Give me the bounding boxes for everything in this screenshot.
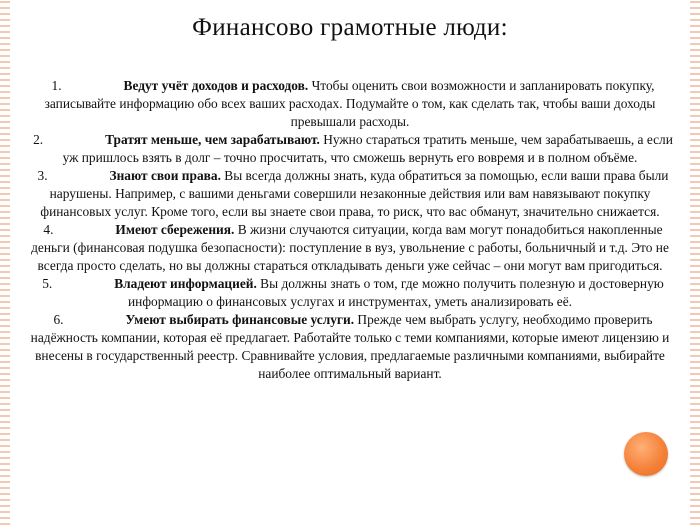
item-heading: Имеют сбережения. [115, 222, 235, 237]
item-heading: Знают свои права. [109, 168, 221, 183]
item-text: Вы всегда должны знать, куда обратиться за помощью, если ваши права были нарушены. Например, с вашими деньгами совершили незаконные действия или вам навязывают покупку финансовых услуг. Кроме того, если вы знаете свои права, то риск, что вас обманут, значительно снижается. [40, 168, 669, 219]
right-decorative-border [690, 0, 700, 525]
item-number: 3. [37, 168, 48, 183]
list-item [25, 311, 675, 383]
left-decorative-border [0, 0, 10, 525]
item-text: Прежде чем выбрать услугу, необходимо проверить надёжность компании, которая её предлагает. Работайте только с теми компаниями, которые имеют лицензию и внесены в государственный реестр. Сравнивайте условия, предлагаемые различными компаниями, выбирайте наиболее оптимальный вариант. [30, 312, 670, 381]
item-text: Чтобы оценить свои возможности и запланировать покупку, записывайте информацию обо всех ваших расходах. Подумайте о том, как сделать так, чтобы ваши доходы превышали расходы. [44, 78, 656, 129]
item-number: 1. [51, 78, 62, 93]
list-item [25, 131, 675, 167]
slide-body [25, 77, 675, 383]
item-text: Вы должны знать о том, где можно получить полезную и достоверную информацию о финансовых услугах и инструментах, уметь анализировать её. [127, 276, 664, 309]
item-heading: Умеют выбирать финансовые услуги. [125, 312, 355, 327]
item-number: 2. [33, 132, 44, 147]
item-number: 4. [43, 222, 54, 237]
item-heading: Ведут учёт доходов и расходов. [123, 78, 309, 93]
item-heading: Владеют информацией. [114, 276, 257, 291]
list-item [25, 77, 675, 131]
list-item [25, 275, 675, 311]
item-text: Нужно стараться тратить меньше, чем зарабатываешь, а если уж пришлось взять в долг – точно просчитать, что сможешь вернуть его вовремя и в полном объёме. [62, 132, 673, 165]
list-item [25, 221, 675, 275]
item-number: 6. [53, 312, 64, 327]
item-heading: Тратят меньше, чем зарабатывают. [105, 132, 320, 147]
item-number: 5. [42, 276, 53, 291]
slide-title: Финансово грамотные люди: [192, 14, 508, 41]
decorative-orange-circle [624, 432, 668, 476]
item-text: В жизни случаются ситуации, когда вам могут понадобиться накопленные деньги (финансовая подушка безопасности): поступление в вуз, увольнение с работы, больничный и т.д. Это не всегда просто сделать, но вы должны стараться откладывать деньги уже сейчас – они могут вам пригодиться. [31, 222, 669, 273]
list-item [25, 167, 675, 221]
